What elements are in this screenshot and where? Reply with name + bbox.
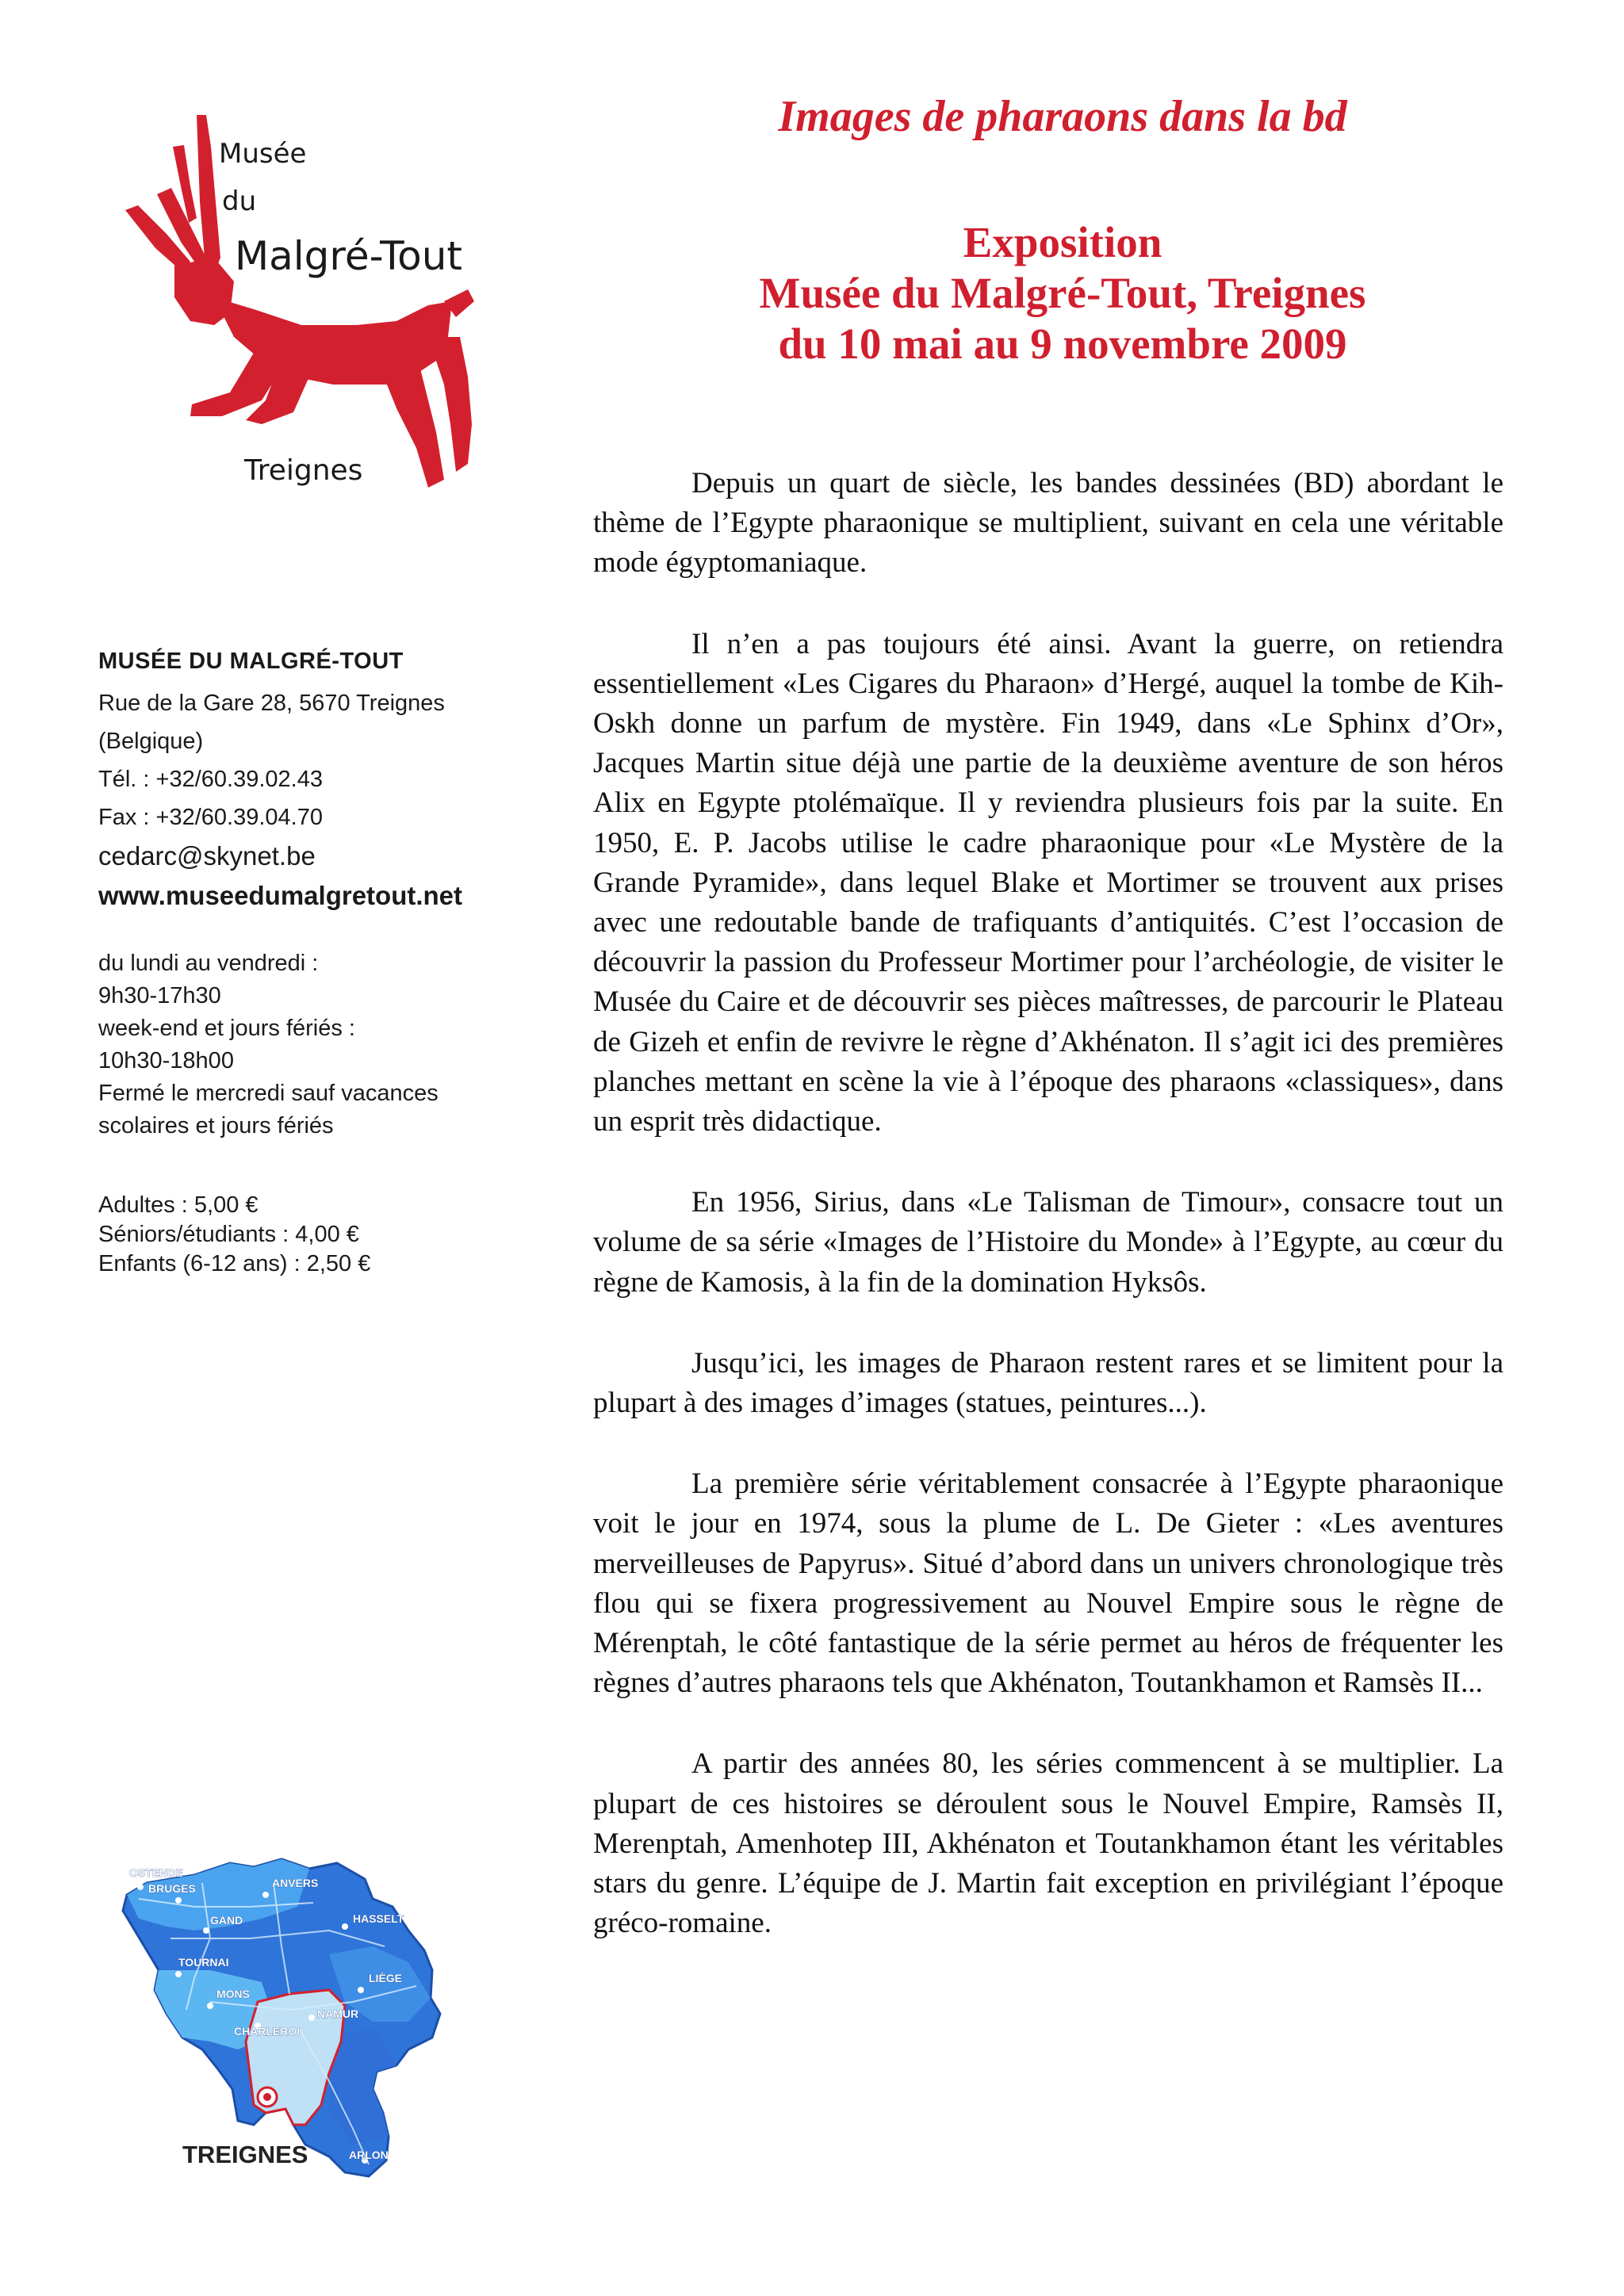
article-paragraph: En 1956, Sirius, dans «Le Talisman de Timour», consacre tout un volume de sa série «Images de l’Histoire du Monde» à l’Egypte, au cœur du règne de Kamosis, à la fin de la domination Hyksôs. [593,1186,1503,1299]
exhibition-venue: Musée du Malgré-Tout, Treignes [759,269,1366,317]
page-heading [587,89,1538,369]
article-paragraph: Jusqu’ici, les images de Pharaon restent rares et se limitent pour la plupart à des images d’images (statues, peintures...). [593,1346,1503,1420]
map-city-ostende: OSTENDE [129,1866,183,1879]
article-paragraph: Il n’en a pas toujours été ainsi. Avant la guerre, on retiendra essentiellement «Les Cigares du Pharaon» d’Hergé, auquel la tombe de Kih-Oskh donne un parfum de mystère. Fin 1949, dans «Le Sphinx d’Or», Jacques Martin situe déjà une partie de la deuxième aventure de son héros Alix en Egypte ptolémaïque. Il y reviendra plusieurs fois par la suite. En 1950, E. P. Jacobs utilise le cadre pharaonique pour «Le Mystère de la Grande Pyramide», dans lequel Blake et Mortimer se trouvent aux prises avec une redoutable bande de trafiquants d’antiquités. C’est l’occasion de découvrir la passion du Professeur Mortimer pour l’archéologie, de visiter le Musée du Caire et de découvrir ses pièces maîtresses, de parcourir le Plateau de Gizeh et enfin de revivre le règne d’Akhénaton. Il s’agit ici des premières planches mettant en scène la vie à l’époque des pharaons «classiques», dans un esprit très didactique. [593,627,1503,1138]
map-city-namur: NAMUR [317,2007,359,2020]
exhibition-title-block [587,217,1538,369]
map-city-gand: GAND [210,1914,243,1927]
page-subtitle: Images de pharaons dans la bd [778,92,1347,141]
logo-text-du: du [222,186,257,217]
logo-text-malgre-tout: Malgré-Tout [235,233,463,279]
price-seniors: Séniors/étudiants : 4,00 € [98,1222,359,1247]
price-children: Enfants (6-12 ans) : 2,50 € [98,1251,371,1276]
museum-country: (Belgique) [98,729,204,754]
map-city-arlon: ARLON [349,2149,389,2161]
map-city-mons: MONS [216,1988,250,2000]
hours-weekdays-time: 9h30-17h30 [98,983,221,1008]
logo-text-musee: Musée [219,138,307,170]
map-city-liege: LIÈGE [369,1972,403,1984]
museum-name: MUSÉE DU MALGRÉ-TOUT [98,649,404,674]
hours-weekend-time: 10h30-18h00 [98,1048,234,1073]
hours-closed-line2: scolaires et jours fériés [98,1113,334,1138]
museum-phone: Tél. : +32/60.39.02.43 [98,767,323,792]
map-city-bruges: BRUGES [148,1882,196,1895]
article-paragraph: A partir des années 80, les séries commencent à se multiplier. La plupart de ces histoires se déroulent sous le Nouvel Empire, Ramsès II, Merenptah, Amenhotep III, Akhénaton et Toutankhamon étant les véritables stars du genre. L’équipe de J. Martin fait exception en privilégiant l’époque gréco-romaine. [593,1747,1503,1940]
museum-email-link[interactable]: cedarc@skynet.be [98,841,316,871]
hours-weekdays: du lundi au vendredi : [98,951,319,976]
museum-fax: Fax : +32/60.39.04.70 [98,805,323,830]
belgium-map [91,1851,535,2192]
museum-logo [95,99,508,511]
map-city-hasselt: HASSELT [353,1912,404,1925]
map-treignes-label: TREIGNES [182,2141,308,2168]
price-adults: Adultes : 5,00 € [98,1192,259,1218]
map-city-tournai: TOURNAI [178,1956,229,1969]
treignes-marker-icon [258,2087,277,2107]
exhibition-label: Exposition [963,218,1162,266]
reindeer-icon [125,115,474,488]
map-city-charleroi: CHARLEROI [234,2025,301,2038]
article-paragraph: La première série véritablement consacrée à l’Egypte pharaonique voit le jour en 1974, sous la plume de L. De Gieter : «Les aventures merveilleuses de Papyrus». Situé d’abord dans un univers chronologique très flou qui se fixera progressivement au Nouvel Empire sous le règne de Mérenptah, le côté fantastique de la série permet au héros de fréquenter les règnes d’autres pharaons tels que Akhénaton, Toutankhamon et Ramsès II... [593,1468,1503,1700]
museum-address: Rue de la Gare 28, 5670 Treignes [98,691,445,716]
article-body [593,464,1503,1985]
opening-hours [98,947,542,1142]
article-paragraph: Depuis un quart de siècle, les bandes dessinées (BD) abordant le thème de l’Egypte pharaonique se multiplient, suivant en cela une véritable mode égyptomaniaque. [593,467,1503,580]
hours-weekend: week-end et jours fériés : [98,1016,355,1041]
museum-contact-block [98,649,542,916]
map-city-anvers: ANVERS [272,1877,319,1889]
hours-closed-line1: Fermé le mercredi sauf vacances [98,1081,439,1106]
museum-website-link[interactable]: www.museedumalgretout.net [98,881,463,910]
exhibition-dates: du 10 mai au 9 novembre 2009 [778,320,1347,368]
logo-text-treignes: Treignes [244,454,363,487]
admission-prices [98,1191,542,1279]
